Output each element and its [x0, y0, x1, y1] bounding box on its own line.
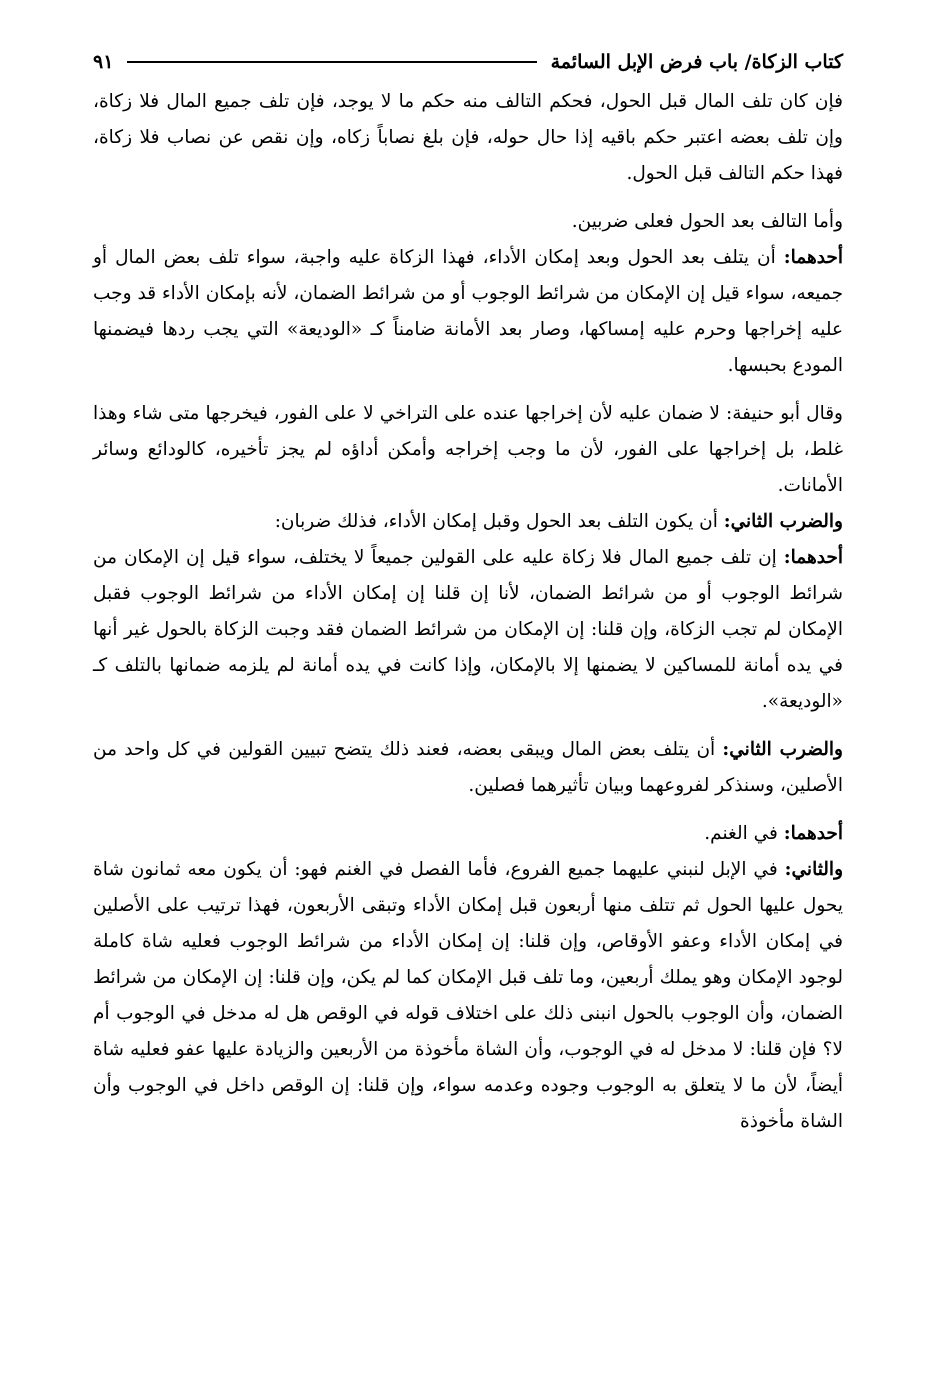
header-rule: [127, 61, 536, 63]
paragraph-text: أن يتلف بعد الحول وبعد إمكان الأداء، فهذا الزكاة عليه واجبة، سواء تلف بعض المال أو جميعه، سواء قيل إن الإمكان من شرائط الوجوب أو من شرائط الضمان، لأنه بإمكان الأداء قد وجب عليه إخراجها وحرم عليه إمساكها، وصار بعد الأمانة ضامناً كـ «الوديعة» التي يجب ردها فيضمنها المودع بحبسها.: [93, 247, 843, 376]
paragraph-text: أن يكون التلف بعد الحول وقبل إمكان الأداء، فذلك ضربان:: [274, 511, 724, 532]
paragraph: [93, 816, 843, 852]
paragraph: [93, 540, 843, 720]
paragraph: [93, 204, 843, 240]
paragraph-text: فإن كان تلف المال قبل الحول، فحكم التالف منه حكم ما لا يوجد، فإن تلف جميع المال فلا زكاة، وإن تلف بعضه اعتبر حكم باقيه إذا حال حوله، فإن بلغ نصاباً زكاه، وإن نقص عن نصاب فلا زكاة، فهذا حكم التالف قبل الحول.: [93, 91, 843, 184]
paragraph-text: في الغنم.: [704, 823, 784, 844]
paragraph-lead: والضرب الثاني:: [722, 739, 843, 760]
running-header: [93, 48, 843, 76]
paragraph-text: إن تلف جميع المال فلا زكاة عليه على القولين جميعاً لا يختلف، سواء قيل إن الإمكان من شرائط الوجوب أو من شرائط الضمان، لأنا إن قلنا إن إمكان الأداء من شرائط الوجوب فقبل الإمكان لم تجب الزكاة، وإن قلنا: إن الإمكان من شرائط الضمان فقد وجبت الزكاة بالحول غير أنها في يده أمانة للمساكين لا يضمنها إلا بالإمكان، وإذا كانت في يده أمانة لم يلزمه ضمانها بالتلف كـ «الوديعة».: [93, 547, 843, 712]
paragraph: [93, 240, 843, 384]
paragraph-lead: أحدهما:: [783, 247, 843, 268]
paragraph-text: في الإبل لنبني عليهما جميع الفروع، فأما الفصل في الغنم فهو: أن يكون معه ثمانون شاة يحول عليها الحول ثم تتلف منها أربعون قبل إمكان الأداء وتبقى الأربعون، فهذا ترتيب على الأصلين في إمكان الأداء وعفو الأوقاص، وإن قلنا: إن إمكان الأداء من شرائط الوجوب فعليه شاة كاملة لوجود الإمكان وهو يملك أربعين، وما تلف قبل الإمكان كما لم يكن، وإن قلنا: إن الإمكان من شرائط الضمان، وأن الوجوب بالحول انبنى ذلك على اختلاف قوله في الوقص هل له مدخل في الوجوب أم لا؟ فإن قلنا: لا مدخل له في الوجوب، وأن الشاة مأخوذة من الأربعين والزيادة عليها عفو فعليه شاة أيضاً، لأن ما لا يتعلق به الوجوب وجوده وعدمه سواء، وإن قلنا: إن الوقص داخل في الوجوب وأن الشاة مأخوذة: [93, 859, 843, 1132]
paragraph: [93, 732, 843, 804]
body-text: [93, 84, 843, 1140]
page-number: ٩١: [93, 51, 114, 73]
paragraph: [93, 84, 843, 192]
chapter-title: كتاب الزكاة/ باب فرض الإبل السائمة: [550, 51, 843, 73]
paragraph: [93, 852, 843, 1140]
paragraph-lead: والضرب الثاني:: [723, 511, 843, 532]
paragraph-text: وقال أبو حنيفة: لا ضمان عليه لأن إخراجها عنده على التراخي لا على الفور، فيخرجها متى شاء وهذا غلط، بل إخراجها على الفور، لأن ما وجب إخراجه وأمكن أداؤه لم يجز تأخيره، كالودائع وسائر الأمانات.: [93, 403, 843, 496]
paragraph-lead: أحدهما:: [783, 547, 843, 568]
paragraph-text: وأما التالف بعد الحول فعلى ضربين.: [571, 211, 843, 232]
paragraph-text: أن يتلف بعض المال ويبقى بعضه، فعند ذلك يتضح تبيين القولين في كل واحد من الأصلين، وسنذكر لفروعهما وبيان تأثيرهما فصلين.: [93, 739, 843, 796]
paragraph: [93, 396, 843, 504]
paragraph-lead: والثاني:: [784, 859, 843, 880]
paragraph: [93, 504, 843, 540]
paragraph-lead: أحدهما:: [783, 823, 843, 844]
